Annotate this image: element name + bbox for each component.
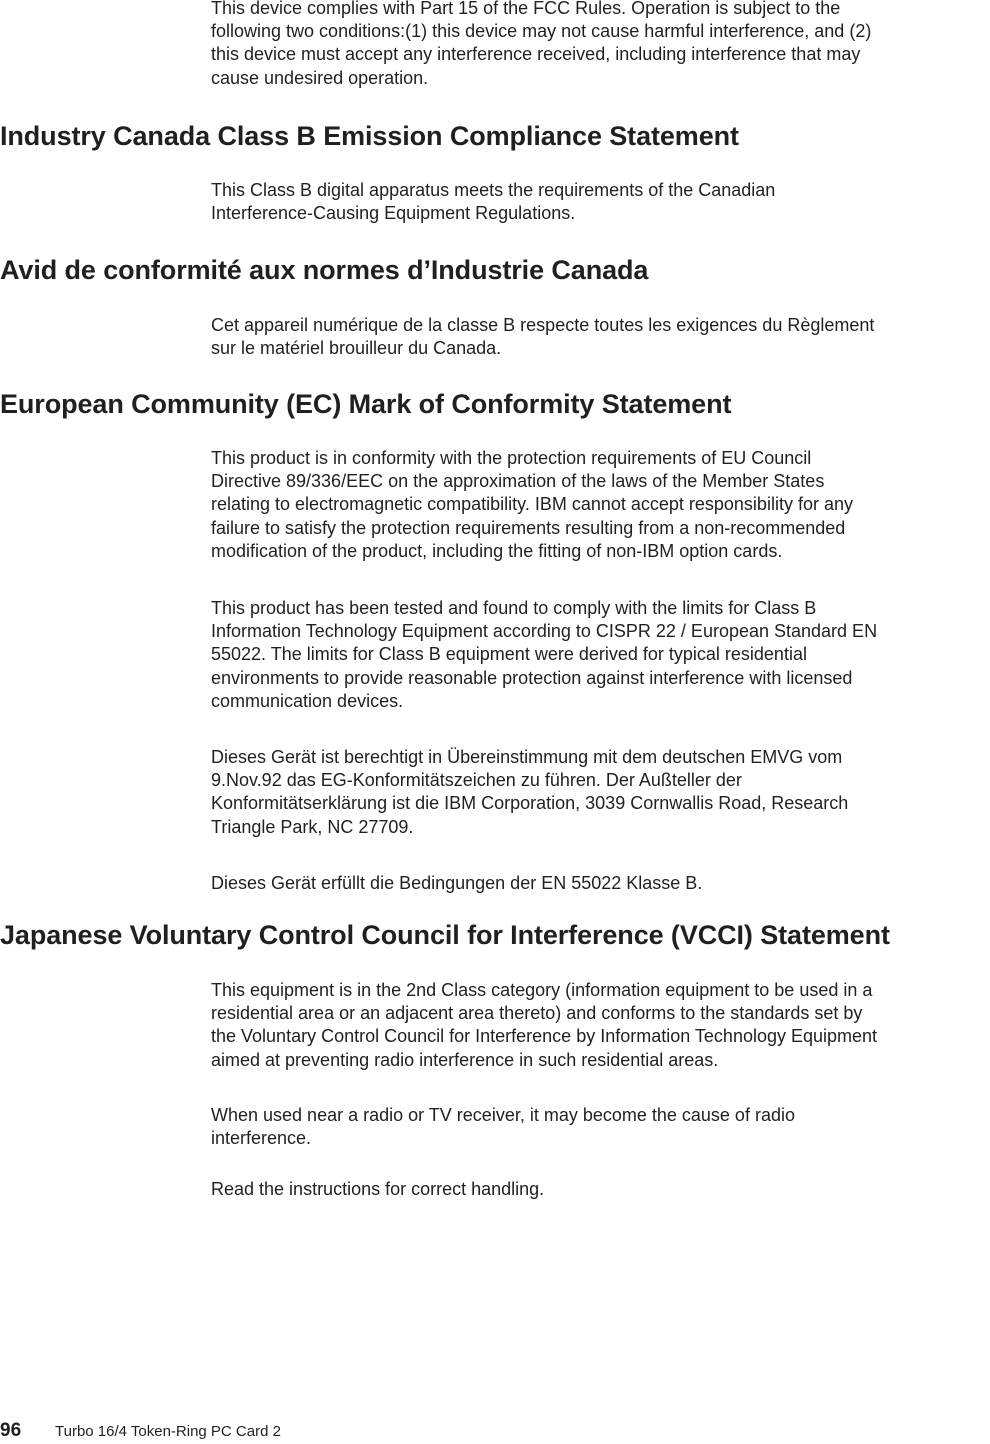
industry-canada-paragraph: This Class B digital apparatus meets the requirements of the Canadian Interference-Causing Equipment Regulations.	[211, 180, 776, 224]
industry-canada-heading: Industry Canada Class B Emission Compliance Statement	[0, 121, 739, 151]
ec-paragraph-3: Dieses Gerät ist berechtigt in Übereinstimmung mit dem deutschen EMVG vom 9.Nov.92 das EG-Konformitätszeichen zu führen. Der Außteller der Konformitätserklärung ist die IBM Corporation, 3039 Cornwallis Road, Research Triangle Park, NC 27709.	[211, 747, 849, 837]
ec-paragraph-4: Dieses Gerät erfüllt die Bedingungen der EN 55022 Klasse B.	[211, 873, 703, 893]
fcc-paragraph: This device complies with Part 15 of the FCC Rules. Operation is subject to the following two conditions:(1) this device may not cause harmful interference, and (2) this device must accept any interference received, including interference that may cause undesired operation.	[211, 0, 872, 88]
ec-paragraph-2: This product has been tested and found to comply with the limits for Class B Information Technology Equipment according to CISPR 22 / European Standard EN 55022. The limits for Class B equipment were derived for typical residential environments to provide reasonable protection against interference with licensed communication devices.	[211, 598, 878, 711]
page-number: 96	[0, 1420, 22, 1441]
avis-canada-paragraph: Cet appareil numérique de la classe B respecte toutes les exigences du Règlement sur le matériel brouilleur du Canada.	[211, 315, 875, 359]
vcci-heading: Japanese Voluntary Control Council for Interference (VCCI) Statement	[0, 920, 890, 950]
vcci-paragraph-3: Read the instructions for correct handling.	[211, 1179, 545, 1199]
vcci-paragraph-1: This equipment is in the 2nd Class category (information equipment to be used in a residential area or an adjacent area thereto) and conforms to the standards set by the Voluntary Control Council for Interference by Information Technology Equipment aimed at preventing radio interference in such residential areas.	[211, 980, 878, 1070]
vcci-paragraph-2: When used near a radio or TV receiver, it may become the cause of radio interference.	[211, 1105, 795, 1149]
ec-paragraph-1: This product is in conformity with the protection requirements of EU Council Directive 89/336/EEC on the approximation of the laws of the Member States relating to electromagnetic compatibility. IBM cannot accept responsibility for any failure to satisfy the protection requirements resulting from a non-recommended modification of the product, including the fitting of non-IBM option cards.	[211, 448, 853, 561]
avis-canada-heading: Avid de conformité aux normes d’Industrie Canada	[0, 255, 649, 285]
ec-heading: European Community (EC) Mark of Conformity Statement	[0, 389, 732, 419]
page-footer	[0, 1420, 281, 1444]
footer-title: Turbo 16/4 Token-Ring PC Card 2	[55, 1423, 281, 1440]
